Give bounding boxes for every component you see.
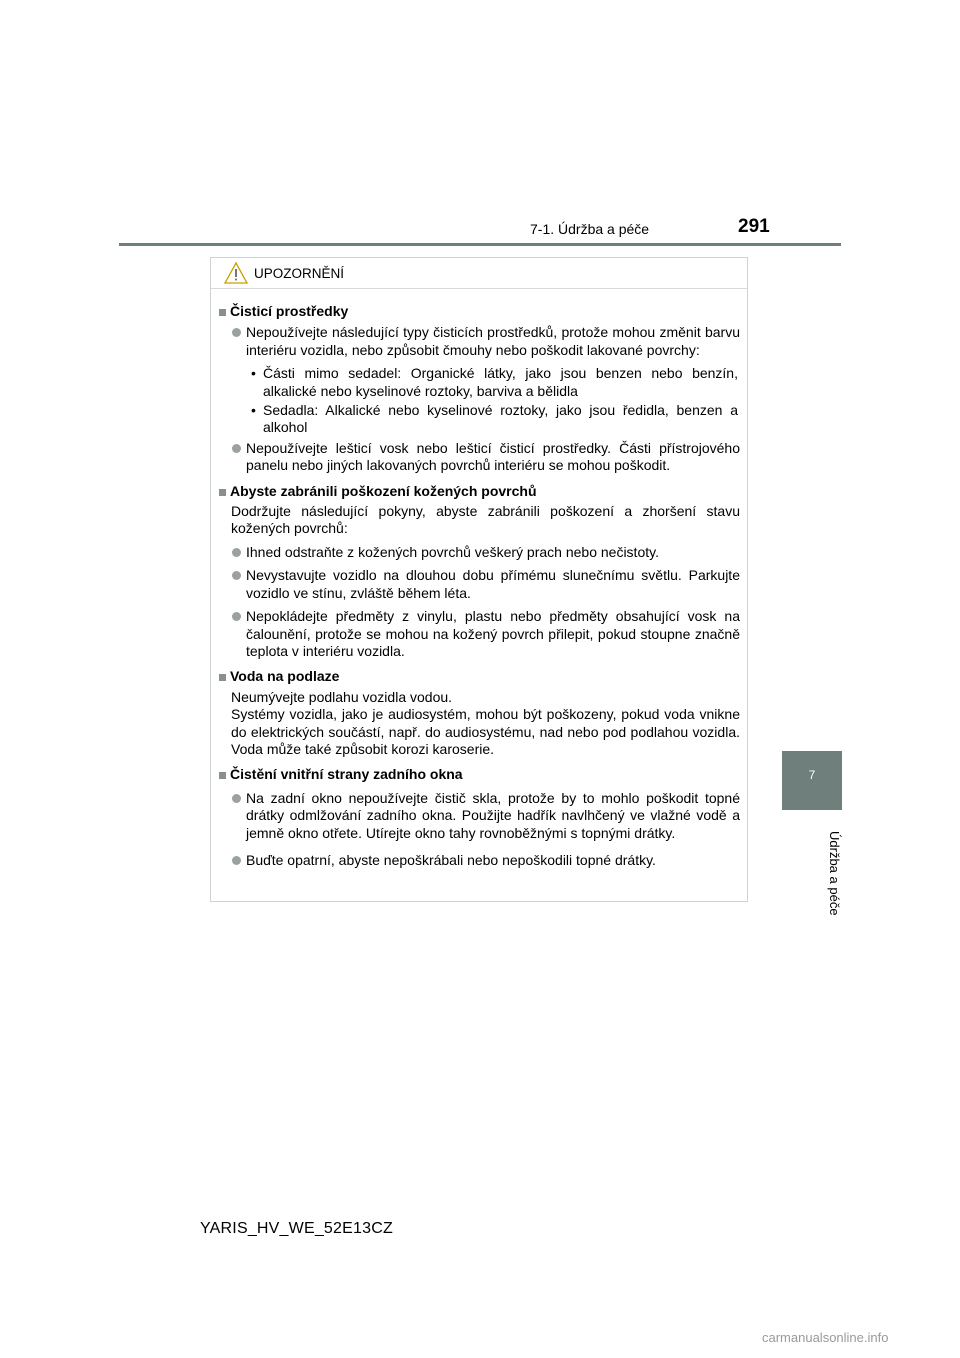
list-item: Buďte opatrní, abyste nepoškrábali nebo nepoškodili topné drátky. [232,852,740,869]
square-bullet-icon [219,309,226,316]
round-bullet-icon [232,794,241,803]
square-bullet-icon [219,772,226,779]
section-heading: Abyste zabránili poškození kožených povrchů [218,483,740,500]
page-number: 291 [738,216,770,237]
round-bullet-icon [232,548,241,557]
list-item: Na zadní okno nepoužívejte čistič skla, protože by to mohlo poškodit topné drátky odmlžování zadního okna. Použijte hadřík navlhčený ve vlažné vodě a jemně okno otřete. Utírejte okno tahy rovnoběžnými s topnými drátky. [232,790,740,842]
list-item: Nepoužívejte lešticí vosk nebo lešticí čisticí prostředky. Části přístrojového panelu nebo jiných lakovaných povrchů interiéru se mohou poškodit. [232,440,740,475]
round-bullet-icon [232,856,241,865]
document-code: YARIS_HV_WE_52E13CZ [200,1220,393,1237]
chapter-label-text: Údržba a péče [827,830,842,916]
paragraph: Systémy vozidla, jako je audiosystém, mohou být poškozeny, pokud voda vnikne do elektrických součástí, např. do audiosystému, nad nebo pod podlahou vozidla. Voda může také způsobit korozi karoserie. [231,706,740,757]
round-bullet-icon [232,444,241,453]
paragraph: Dodržujte následující pokyny, abyste zabránili poškození a zhoršení stavu kožených povrchů: [231,503,740,537]
list-item: Nevystavujte vozidlo na dlouhou dobu přímému slunečnímu světlu. Parkujte vozidlo ve stínu, zvláště během léta. [232,567,740,602]
section-heading: Voda na podlaze [218,668,740,685]
warning-title: UPOZORNĚNÍ [254,265,345,281]
chapter-number: 7 [808,768,816,782]
sub-list-item: • Části mimo sedadel: Organické látky, jako jsou benzen nebo benzín, alkalické nebo kyselinové roztoky, barviva a bělidla [251,365,738,399]
round-bullet-icon [232,571,241,580]
list-item: Ihned odstraňte z kožených povrchů veškerý prach nebo nečistoty. [232,544,740,561]
header-divider [119,243,841,246]
paragraph: Neumývejte podlahu vozidla vodou. [231,688,453,705]
warning-header [211,258,747,289]
section-heading: Čisticí prostředky [218,303,740,320]
chapter-label [782,818,842,928]
watermark: carmanualsonline.info [762,1330,889,1345]
sub-list-item: • Sedadla: Alkalické nebo kyselinové roztoky, jako jsou ředidla, benzen a alkohol [251,402,738,436]
round-bullet-icon [232,612,241,621]
list-item: Nepoužívejte následující typy čisticích prostředků, protože mohou změnit barvu interiéru vozidla, nebo způsobit čmouhy nebo poškodit lakované povrchy: [232,324,740,359]
warning-triangle-icon [224,262,248,284]
section-title: 7-1. Údržba a péče [530,221,650,237]
warning-box [210,257,748,902]
square-bullet-icon [219,674,226,681]
round-bullet-icon [232,328,241,337]
chapter-tab [782,751,842,810]
list-item: Nepokládejte předměty z vinylu, plastu nebo předměty obsahující vosk na čalounění, protože se mohou na kožený povrch přilepit, pokud stoupne značně teplota v interiéru vozidla. [232,608,740,660]
warning-body [211,289,747,869]
section-heading: Čistění vnitřní strany zadního okna [218,766,740,783]
square-bullet-icon [219,489,226,496]
